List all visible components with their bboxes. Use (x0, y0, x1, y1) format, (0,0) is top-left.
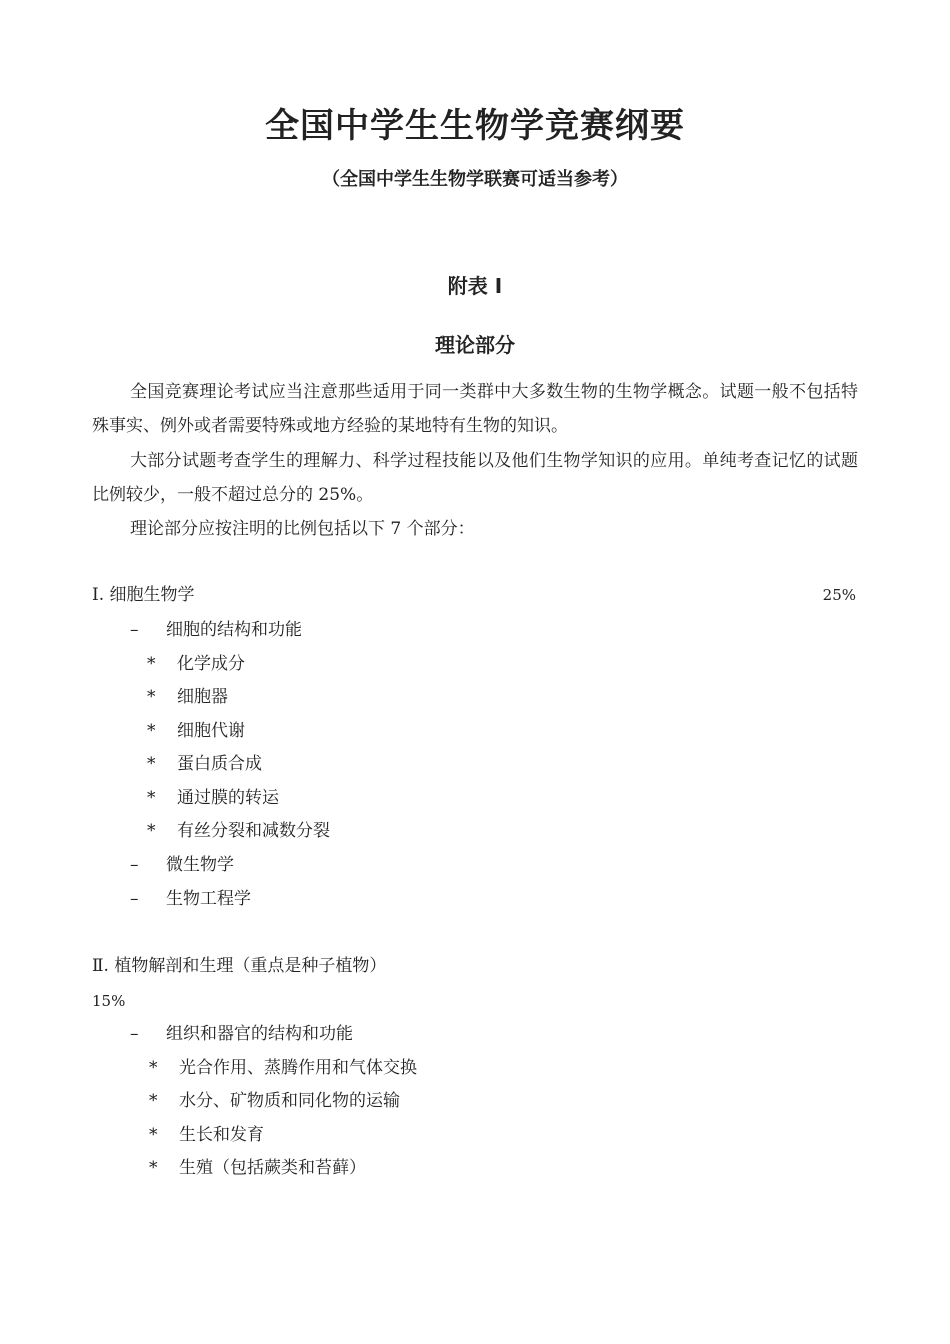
topic-label: 生物工程学 (166, 889, 251, 909)
part-percent: 15% (92, 992, 126, 1010)
part-percent: 25% (822, 586, 856, 604)
list-item (130, 852, 234, 878)
list-item (147, 651, 245, 677)
subtopic-label: 光合作用、蒸腾作用和气体交换 (179, 1058, 417, 1078)
list-item (147, 751, 262, 777)
part-heading: Ⅱ. 植物解剖和生理（重点是种子植物） (92, 956, 387, 976)
list-item (149, 1122, 264, 1148)
subtopic-label: 水分、矿物质和同化物的运输 (179, 1091, 400, 1111)
topic-label: 组织和器官的结构和功能 (166, 1024, 353, 1044)
star-bullet: * (147, 687, 156, 707)
subtopic-label: 通过膜的转运 (177, 788, 279, 808)
part-heading: I. 细胞生物学 (92, 585, 195, 605)
list-item (147, 785, 279, 811)
paragraph-sections: 理论部分应按注明的比例包括以下 7 个部分： (130, 519, 475, 539)
dash-bullet: – (130, 889, 139, 909)
paragraph-understanding: 大部分试题考查学生的理解力、科学过程技能以及他们生物学知识的应用。单纯考查记忆的试题比例较少，一般不超过总分的 25%。 (92, 451, 858, 505)
star-bullet: * (147, 788, 156, 808)
star-bullet: * (149, 1091, 158, 1111)
subtopic-label: 生殖（包括蕨类和苔藓） (179, 1158, 366, 1178)
subtopic-label: 细胞代谢 (177, 721, 245, 741)
document-subtitle: （全国中学生生物学联赛可适当参考） (322, 169, 628, 190)
subtopic-label: 蛋白质合成 (177, 754, 262, 774)
list-item (147, 684, 228, 710)
subtopic-label: 生长和发育 (179, 1125, 264, 1145)
list-item (147, 818, 330, 844)
section-heading: 理论部分 (435, 333, 515, 357)
list-item (149, 1055, 417, 1081)
subtopic-label: 化学成分 (177, 654, 245, 674)
star-bullet: * (149, 1058, 158, 1078)
subtopic-label: 有丝分裂和减数分裂 (177, 821, 330, 841)
star-bullet: * (149, 1158, 158, 1178)
list-item (149, 1155, 366, 1181)
list-item (130, 617, 302, 643)
star-bullet: * (147, 721, 156, 741)
list-item (130, 1021, 353, 1047)
star-bullet: * (149, 1125, 158, 1145)
topic-label: 细胞的结构和功能 (166, 620, 302, 640)
appendix-heading: 附表 I (447, 274, 503, 298)
list-item (147, 718, 245, 744)
list-item (130, 886, 251, 912)
dash-bullet: – (130, 1024, 139, 1044)
star-bullet: * (147, 821, 156, 841)
paragraph-intro: 全国竞赛理论考试应当注意那些适用于同一类群中大多数生物的生物学概念。试题一般不包括特殊事实、例外或者需要特殊或地方经验的某地特有生物的知识。 (92, 382, 858, 436)
subtopic-label: 细胞器 (177, 687, 228, 707)
dash-bullet: – (130, 855, 139, 875)
dash-bullet: – (130, 620, 139, 640)
star-bullet: * (147, 654, 156, 674)
star-bullet: * (147, 754, 156, 774)
topic-label: 微生物学 (166, 855, 234, 875)
list-item (149, 1088, 400, 1114)
document-title: 全国中学生生物学竞赛纲要 (265, 106, 685, 146)
